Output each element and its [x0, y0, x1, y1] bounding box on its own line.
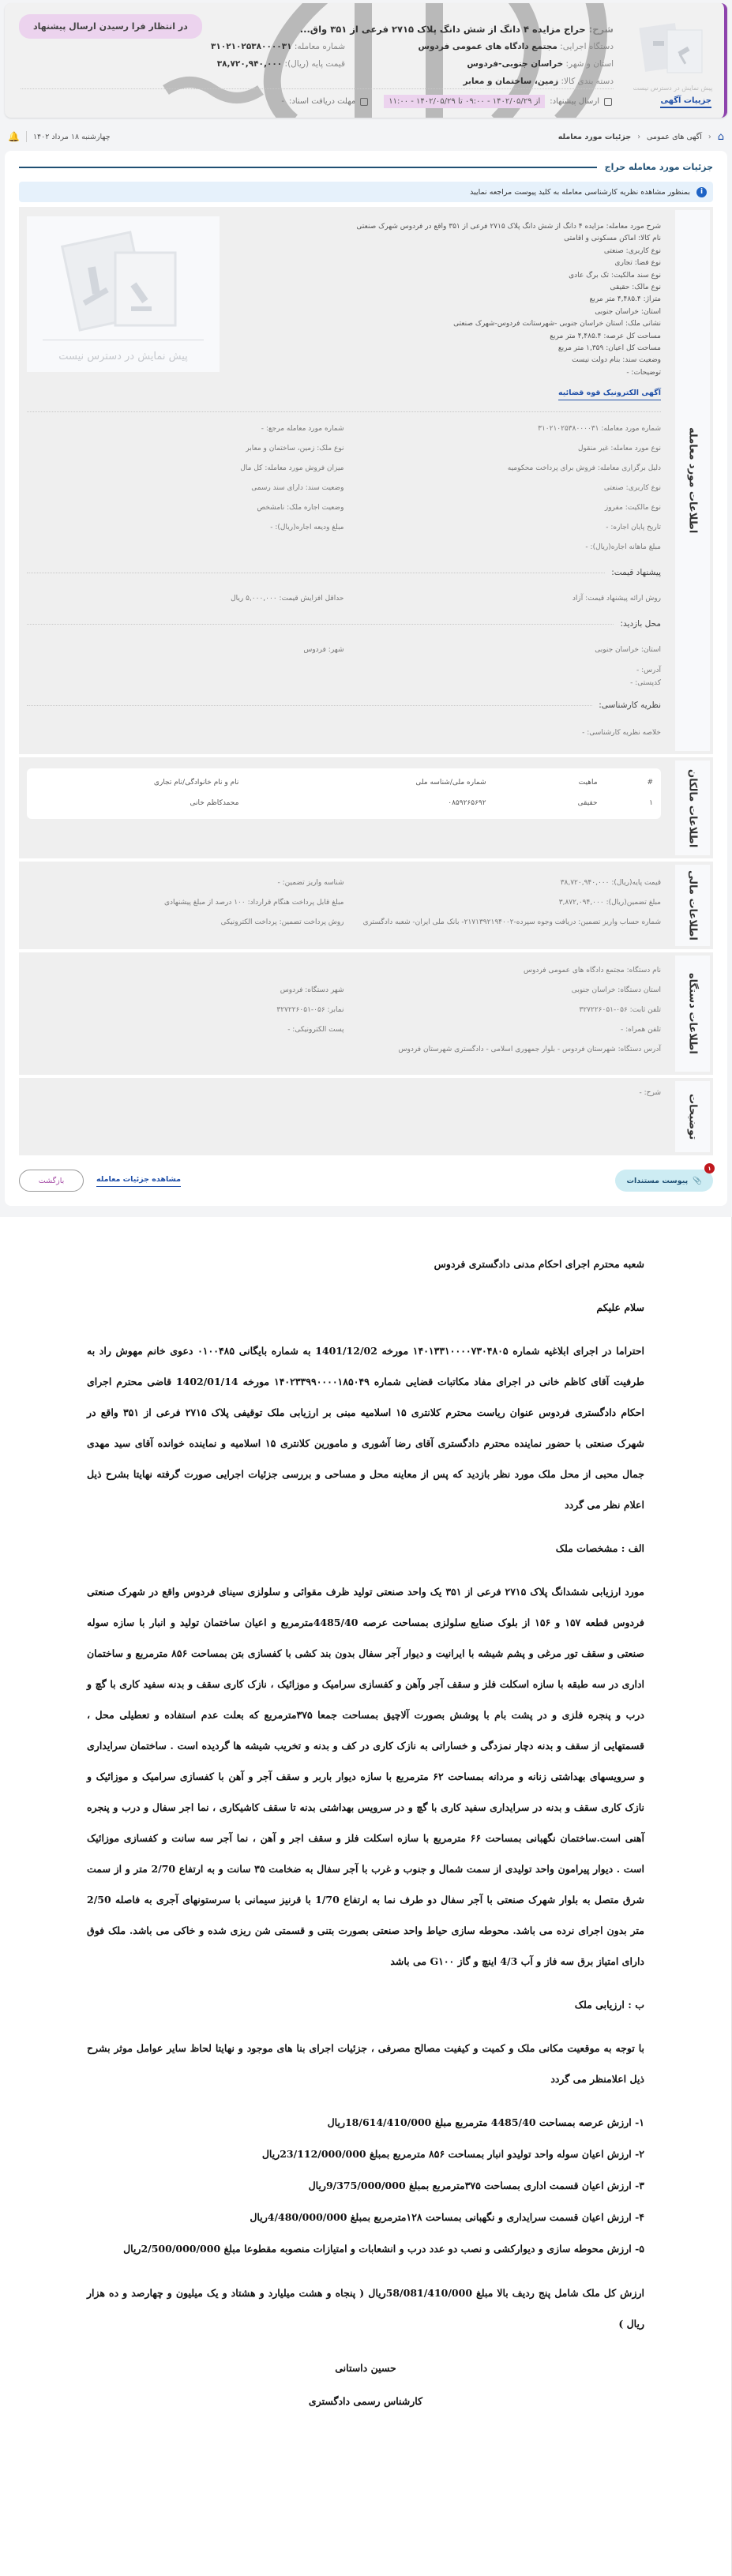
section-label-text: اطلاعات مالی: [686, 870, 699, 941]
category-label: دسته بندی کالا:: [561, 77, 614, 86]
notice-text: بمنظور مشاهده نظریه کارشناسی معامله به کلید پیوست مراجعه نمایید: [470, 187, 690, 197]
category-value: زمین، ساختمان و معابر: [463, 77, 559, 86]
topbar-left: [8, 131, 111, 142]
attachments-button[interactable]: [615, 1165, 713, 1192]
submit-label: ارسال پیشنهاد:: [550, 97, 599, 106]
list-item: ۴- ارزش اعیان قسمت سرایداری و نگهبانی بمساحت ۱۲۸مترمربع بمبلغ 4/480/000/000ریال: [250, 2211, 644, 2224]
desc-line: نوع کاربری: صنعتی: [603, 246, 661, 255]
preview-caption: پیش نمایش در دسترس نیست: [58, 351, 188, 362]
field: قیمت پایه(ریال): ۳۸,۷۲۰,۹۴۰,۰۰۰: [560, 878, 661, 887]
section-label-text: توضیحات: [686, 1094, 699, 1140]
desc-line: متراژ: ۴,۴۸۵.۴ متر مربع: [589, 295, 661, 304]
cell: حقیقی: [577, 799, 598, 808]
field: نمابر: ۰۵۶-۳۲۷۲۲۶۰۵۱: [276, 1005, 344, 1014]
letter-greeting: سلام علیکم: [596, 1301, 644, 1314]
price-offer-heading: [27, 568, 661, 577]
section-b-title: ب : ارزیابی ملک: [574, 1999, 644, 2011]
info-notice: [19, 182, 713, 202]
field: پست الکترونیکی: -: [287, 1025, 344, 1034]
expert-report-letter: [0, 1217, 732, 2576]
chevron-icon: ‹: [637, 132, 640, 141]
desc-line: نوع مالک: حقیقی: [610, 284, 661, 292]
field: شماره مورد معامله: ۳۱۰۲۱۰۲۵۳۸۰۰۰۰۳۱: [538, 424, 661, 433]
province-label: استان و شهر:: [565, 59, 614, 69]
heading-text: محل بازدید:: [620, 619, 661, 629]
column-header: نام و نام خانوادگی/نام تجاری: [153, 779, 239, 787]
chevron-icon: ‹: [708, 132, 711, 141]
field: مبلغ قابل پرداخت هنگام قرارداد: ۱۰۰ درصد از مبلغ پیشنهادی: [163, 898, 344, 907]
attachments-label: پیوست مستندات: [626, 1176, 689, 1185]
document-icon: [360, 98, 368, 106]
field: تلفن همراه: -: [620, 1025, 661, 1034]
section-label-text: اطلاعات مورد معامله: [686, 427, 699, 534]
postal-code-field: کدپستی: -: [630, 679, 661, 688]
section-label-text: اطلاعات مالکان: [686, 768, 699, 847]
letter-intro: احتراما در اجرای ابلاغیه شماره ۱۴۰۱۳۳۱۰۰۰۰۷۳۰۴۸۰۵ مورخه 1401/12/02 به شماره بایگانی ۰۱۰۰۴۸۵ دعوی خانم مهوش راد به طرفیت آقای کاظم خانی در اجرای مفاد مکاتبات قضایی شماره ۱۴۰۲۳۳۹۹۰۰۰۰۱۸۵۰۴۹ مورخه 1402/01/14 قاضی محترم اجرای احکام دادگستری فردوس عنوان ریاست محترم کلانتری ۱۵ اسلامیه مبنی بر ارزیابی ملک توقیفی پلاک ۲۷۱۵ فرعی از ۳۵۱ واقع در شهرک صنعتی با حضور نماینده محترم دادگستری آقای رضا آشوری و مامورین کلانتری ۱۵ اسلامیه و نماینده خوانده آقای سید مهدی جمال محبی از محل ملک مورد نظر بازدید که پس از معاینه محل و مساحی و بررسی جزئیات اجرایی صورت گرفته نهایتا بشرح ذیل اعلام نظر می گردد: [87, 1345, 645, 1511]
field: وضعیت سند: دارای سند رسمی: [251, 483, 344, 492]
desc-line: مساحت کل عرصه: ۴,۴۸۵.۴ متر مربع: [550, 332, 661, 340]
field: شناسه واریز تضمین: -: [277, 878, 344, 887]
breadcrumb: [558, 131, 724, 143]
list-item: ۳- ارزش اعیان قسمت اداری بمساحت ۳۷۵مترمربع بمبلغ 9/375/000/000ریال: [308, 2180, 644, 2192]
field: [27, 537, 344, 557]
section-label: [675, 1081, 710, 1152]
view-deal-details-link[interactable]: مشاهده جزئیات معامله: [96, 1175, 181, 1187]
auction-summary-card: [5, 3, 727, 118]
field: شهر دستگاه: فردوس: [280, 986, 344, 994]
deal-number-value: ۳۱۰۲۱۰۲۵۳۸۰۰۰۰۳۱: [210, 42, 292, 51]
field: وضعیت اجاره ملک: نامشخص: [257, 503, 344, 512]
bell-icon[interactable]: 🔔: [8, 131, 20, 142]
visit-location-heading: [27, 619, 661, 629]
signer-name: حسین داستانی: [335, 2362, 396, 2375]
letter-recipient: شعبه محترم اجرای احکام مدنی دادگستری فردوس: [434, 1258, 644, 1271]
gavel-thumbnail-icon: [634, 17, 713, 79]
field: نوع مالکیت: مفروز: [604, 503, 661, 512]
field: شماره مورد معامله مرجع: -: [261, 424, 344, 433]
cell: ۱: [649, 799, 653, 808]
notes-text: شرح: -: [639, 1089, 661, 1098]
field: استان دستگاه: خراسان جنوبی: [571, 986, 661, 994]
column-header: ماهیت: [578, 779, 598, 787]
address-field: آدرس: -: [636, 667, 661, 675]
ad-side-info: [211, 38, 345, 73]
deal-description-list: [356, 215, 661, 379]
province-value: خراسان جنوبی-فردوس: [467, 59, 564, 69]
desc-line: شرح مورد معامله: مزایده ۴ دانگ از شش دانگ پلاک ۲۷۱۵ فرعی از ۳۵۱ واقع در فردوس شهرک صنعتی: [356, 223, 661, 231]
deal-fields-grid: [27, 419, 661, 557]
finance-fields-grid: [27, 873, 661, 932]
divider: [26, 131, 27, 142]
section-owners: [19, 757, 713, 858]
breadcrumb-public-ads[interactable]: آگهی های عمومی: [647, 132, 702, 141]
ad-footer: [281, 95, 612, 108]
field: استان: خراسان جنوبی: [595, 645, 661, 654]
field: میزان فروش مورد معامله: کل مال: [240, 464, 344, 472]
actions-bar: [19, 1165, 713, 1192]
section-label-text: اطلاعات دستگاه: [686, 973, 699, 1055]
agency-fields-grid: [27, 980, 661, 1039]
title-underline: [19, 167, 597, 168]
column-header: شماره ملی/شناسه ملی: [415, 779, 486, 787]
current-date: چهارشنبه ۱۸ مرداد ۱۴۰۲: [32, 132, 111, 141]
field: تاریخ پایان اجاره: -: [606, 523, 661, 531]
total-valuation: ارزش کل ملک شامل پنج ردیف بالا مبلغ 58/081/410/000ریال ( پنجاه و هشت میلیارد و هشتاد و یک میلیون و چهارصد و ده هزار ریال ): [87, 2287, 644, 2330]
doc-deadline-label: مهلت دریافت اسناد:: [289, 97, 356, 106]
breadcrumb-current: جزئیات مورد معامله: [557, 132, 632, 141]
divider: [27, 411, 661, 412]
ad-title[interactable]: حراج مزایده ۴ دانگ از شش دانگ پلاک ۲۷۱۵ فرعی از ۳۵۱ واق...: [299, 24, 586, 35]
owners-table: [27, 768, 661, 819]
list-item: ۱- ارزش عرصه بمساحت 4485/40 مترمربع مبلغ 18/614/410/000ریال: [327, 2116, 644, 2129]
desc-line: توضیحات: -: [626, 368, 661, 377]
desc-line: نوع سند مالکیت: تک برگ عادی: [569, 271, 661, 280]
field: نام دستگاه: مجتمع دادگاه های عمومی فردوس: [524, 966, 661, 974]
section-label: [675, 760, 710, 855]
section-a-body: مورد ارزیابی ششدانگ پلاک ۲۷۱۵ فرعی از ۳۵۱ یک واحد صنعتی تولید ظرف مقوائی و سلولزی سینای فردوس واقع در شهرک صنعتی فردوس قطعه ۱۵۷ و ۱۵۶ از بلوک صنایع سلولزی بمساحت عرصه 4485/40مترمربع و اعیان ساختمان تولید و انبار با سازه سوله صنعتی و سقف تور مرغی و پشم شیشه با ایرانیت و دیوار آجر سفال بدون بند کشی با کفسازی بتن بمساحت ۸۵۶ مترمربع و ساختمان اداری در سه طبقه با سازه اسکلت فلز و سقف آجر وآهن و کفسازی سرامیک و موزائیک ، نازک کاری سقف و بدنه سفید کاری با گچ و درب و پنجره فلزی و در پشت بام با پوشش بصورت آلاچیق بمساحت جمعا ۳۷۵مترمربع که بعلت عدم استفاده و تعطیلی محل ، قسمتهایی از سقف و بدنه دچار نمزدگی و خساراتی به نازک کاری در کف و بدنه و تخریب شیشه ها گردیده است . ساختمان سرایداری و سرویسهای بهداشتی زنانه و مردانه بمساحت ۶۲ مترمربع با سازه دیوار باربر و سقف آجر و آهن با کفسازی سرامیک و موزائیک و نازک کاری سقف و بدنه در سرایداری سفید کاری با گچ و در سرویس بهداشتی بدنه تا سقف کاشیکاری ، نما اجر سفال و درب و پنجره آهنی است.ساختمان نگهبانی بمساحت ۶۶ مترمربع با سازه اسکلت فلز و سقف اجر و آهن ، نما آجر سه سانت و کفسازی موزائیک است . دیوار پیرامون واحد تولیدی از سمت شمال و جنوب و غرب با آجر سفال به ضخامت ۳۵ سانت و به ارتفاع 2/70 متر و از سمت شرق متصل به بلوار شهرک صنعتی با آجر سفال دو طرف نما به ارتفاع 1/70 با قرنیز سیمانی با سرستونهای آجری به فاصله 2/50 متر بدون اجرای نرده می باشد. محوطه سازی حیاط واحد صنعتی بصورت بتنی و قسمتی شن ریزی شده و خاکی می باشد. ملک فوق دارای امتیاز برق سه فاز و آب 4/3 اینچ و گاز G۱۰۰ می باشد: [87, 1586, 644, 1968]
attachment-count-badge: ۱: [704, 1163, 715, 1173]
section-a-title: الف : مشخصات ملک: [555, 1542, 644, 1555]
submit-range: از ۱۴۰۲/۰۵/۲۹ - ۰۹:۰۰ تا ۱۴۰۲/۰۵/۲۹ - ۱۱:۰۰: [384, 95, 545, 108]
field: شهر: فردوس: [303, 645, 344, 654]
section-label: [675, 210, 710, 751]
status-badge: در انتظار فرا رسیدن ارسال پیشنهاد: [19, 14, 202, 39]
field: نوع مورد معامله: غیر منقول: [577, 444, 661, 452]
judiciary-ad-link[interactable]: آگهی الکترونیک قوه قضائیه: [558, 389, 661, 400]
base-price-label: قیمت پایه (ریال):: [284, 59, 345, 69]
agency-value: مجتمع دادگاه های عمومی فردوس: [418, 42, 557, 51]
ad-details-link[interactable]: جزییات آگهی: [660, 96, 711, 108]
thumbnail-caption: پیش نمایش در دسترس نیست: [633, 84, 713, 92]
table-row: [35, 792, 653, 814]
field: آدرس دستگاه: شهرستان فردوس - بلوار جمهوری اسلامی - دادگستری شهرستان فردوس: [398, 1045, 661, 1053]
valuation-list: [87, 2107, 644, 2265]
breadcrumb-bar: [0, 122, 732, 151]
desc-line: نام کالا: اماکن مسکونی و اقامتی: [564, 235, 661, 243]
signer-title: کارشناس رسمی دادگستری: [308, 2395, 423, 2408]
home-icon[interactable]: ⌂: [717, 130, 724, 143]
desc-line: مساحت کل اعیان: ۱,۳۵۹ متر مربع: [557, 344, 661, 353]
section-label: [675, 956, 710, 1072]
checkbox-calendar-icon: [604, 98, 612, 106]
desc-line: نوع فضا: تجاری: [614, 259, 661, 268]
gavel-placeholder-icon: [27, 216, 220, 335]
base-price-value: ۳۸,۷۲۰,۹۴۰,۰۰۰: [216, 59, 283, 69]
divider: [21, 88, 614, 89]
section-deal-info: [19, 207, 713, 754]
ad-main-info: [300, 21, 614, 90]
field: نوع ملک: زمین، ساختمان و معابر: [246, 444, 344, 452]
agency-label: دستگاه اجرایی:: [560, 42, 614, 51]
back-button[interactable]: بازگشت: [19, 1170, 84, 1192]
section-finance: [19, 862, 713, 949]
heading-text: نظریه کارشناسی:: [599, 700, 661, 711]
paperclip-icon: 📎: [693, 1176, 702, 1185]
field: نوع کاربری: صنعتی: [603, 483, 661, 492]
field: دلیل برگزاری معامله: فروش برای پرداخت محکومیه: [507, 464, 661, 472]
info-icon: i: [696, 187, 707, 197]
deal-number-label: شماره معامله:: [294, 42, 345, 51]
field: روش ارائه پیشنهاد قیمت: آزاد: [572, 594, 661, 603]
list-item: ۲- ارزش اعیان سوله واحد تولیدو انبار بمساحت ۸۵۶ مترمربع بمبلغ 23/112/000/000ریال: [261, 2148, 644, 2161]
desc-line: استان: خراسان جنوبی: [595, 307, 661, 316]
deal-details-panel: [5, 151, 727, 1206]
cell: محمدکاظم خانی: [190, 799, 239, 808]
field: مبلغ ودیعه اجاره(ریال): -: [270, 523, 344, 531]
list-item: ۵- ارزش محوطه سازی و دیوارکشی و نصب دو عدد درب و انشعابات و امتیازات منصوبه مقطوعا مبلغ 2/500/000/000ریال: [123, 2243, 644, 2255]
field: روش پرداخت تضمین: پرداخت الکترونیکی: [220, 918, 344, 926]
expert-opinion-heading: [27, 700, 661, 710]
title-label: شرح:: [588, 24, 614, 35]
expert-summary: خلاصه نظریه کارشناسی: -: [582, 729, 661, 738]
cell: ۰۸۵۹۲۶۵۶۹۲: [448, 799, 486, 808]
section-notes: [19, 1078, 713, 1155]
column-header: #: [647, 779, 653, 787]
field: تلفن ثابت: ۰۵۶-۳۲۷۲۲۶۰۵۱: [579, 1005, 661, 1014]
field: شماره حساب واریز تضمین: دریافت وجوه سپرده-۲۱۷۱۳۹۲۱۹۴۰۰۲- بانک ملی ایران- شعبه دادگستری: [362, 918, 661, 926]
image-preview: [27, 216, 220, 372]
table-header: [35, 773, 653, 792]
section-label: [675, 865, 710, 946]
page-title: جزئیات مورد معامله حراج: [604, 162, 713, 172]
desc-line: نشانی ملک: استان خراسان جنوبی -شهرستانت فردوس-شهرک صنعتی: [453, 320, 661, 329]
field: حداقل افزایش قیمت: ۵,۰۰۰,۰۰۰ ریال: [231, 594, 344, 603]
heading-text: پیشنهاد قیمت:: [611, 568, 661, 578]
doc-deadline-value: -: [281, 97, 284, 106]
field: مبلغ تضمین(ریال): ۳,۸۷۲,۰۹۴,۰۰۰: [558, 898, 661, 907]
field: مبلغ ماهانه اجاره(ریال): -: [585, 543, 661, 551]
section-b-intro: با توجه به موقعیت مکانی ملک و کمیت و کیفیت مصالح مصرفی ، جزئیات اجرای بنا های موجود و نهایتا لحاظ سایر عوامل موثر بشرح ذیل اعلامنظر می گردد: [87, 2042, 644, 2086]
desc-line: وضعیت سند: بنام دولت نیست: [572, 356, 661, 365]
section-agency: [19, 952, 713, 1075]
